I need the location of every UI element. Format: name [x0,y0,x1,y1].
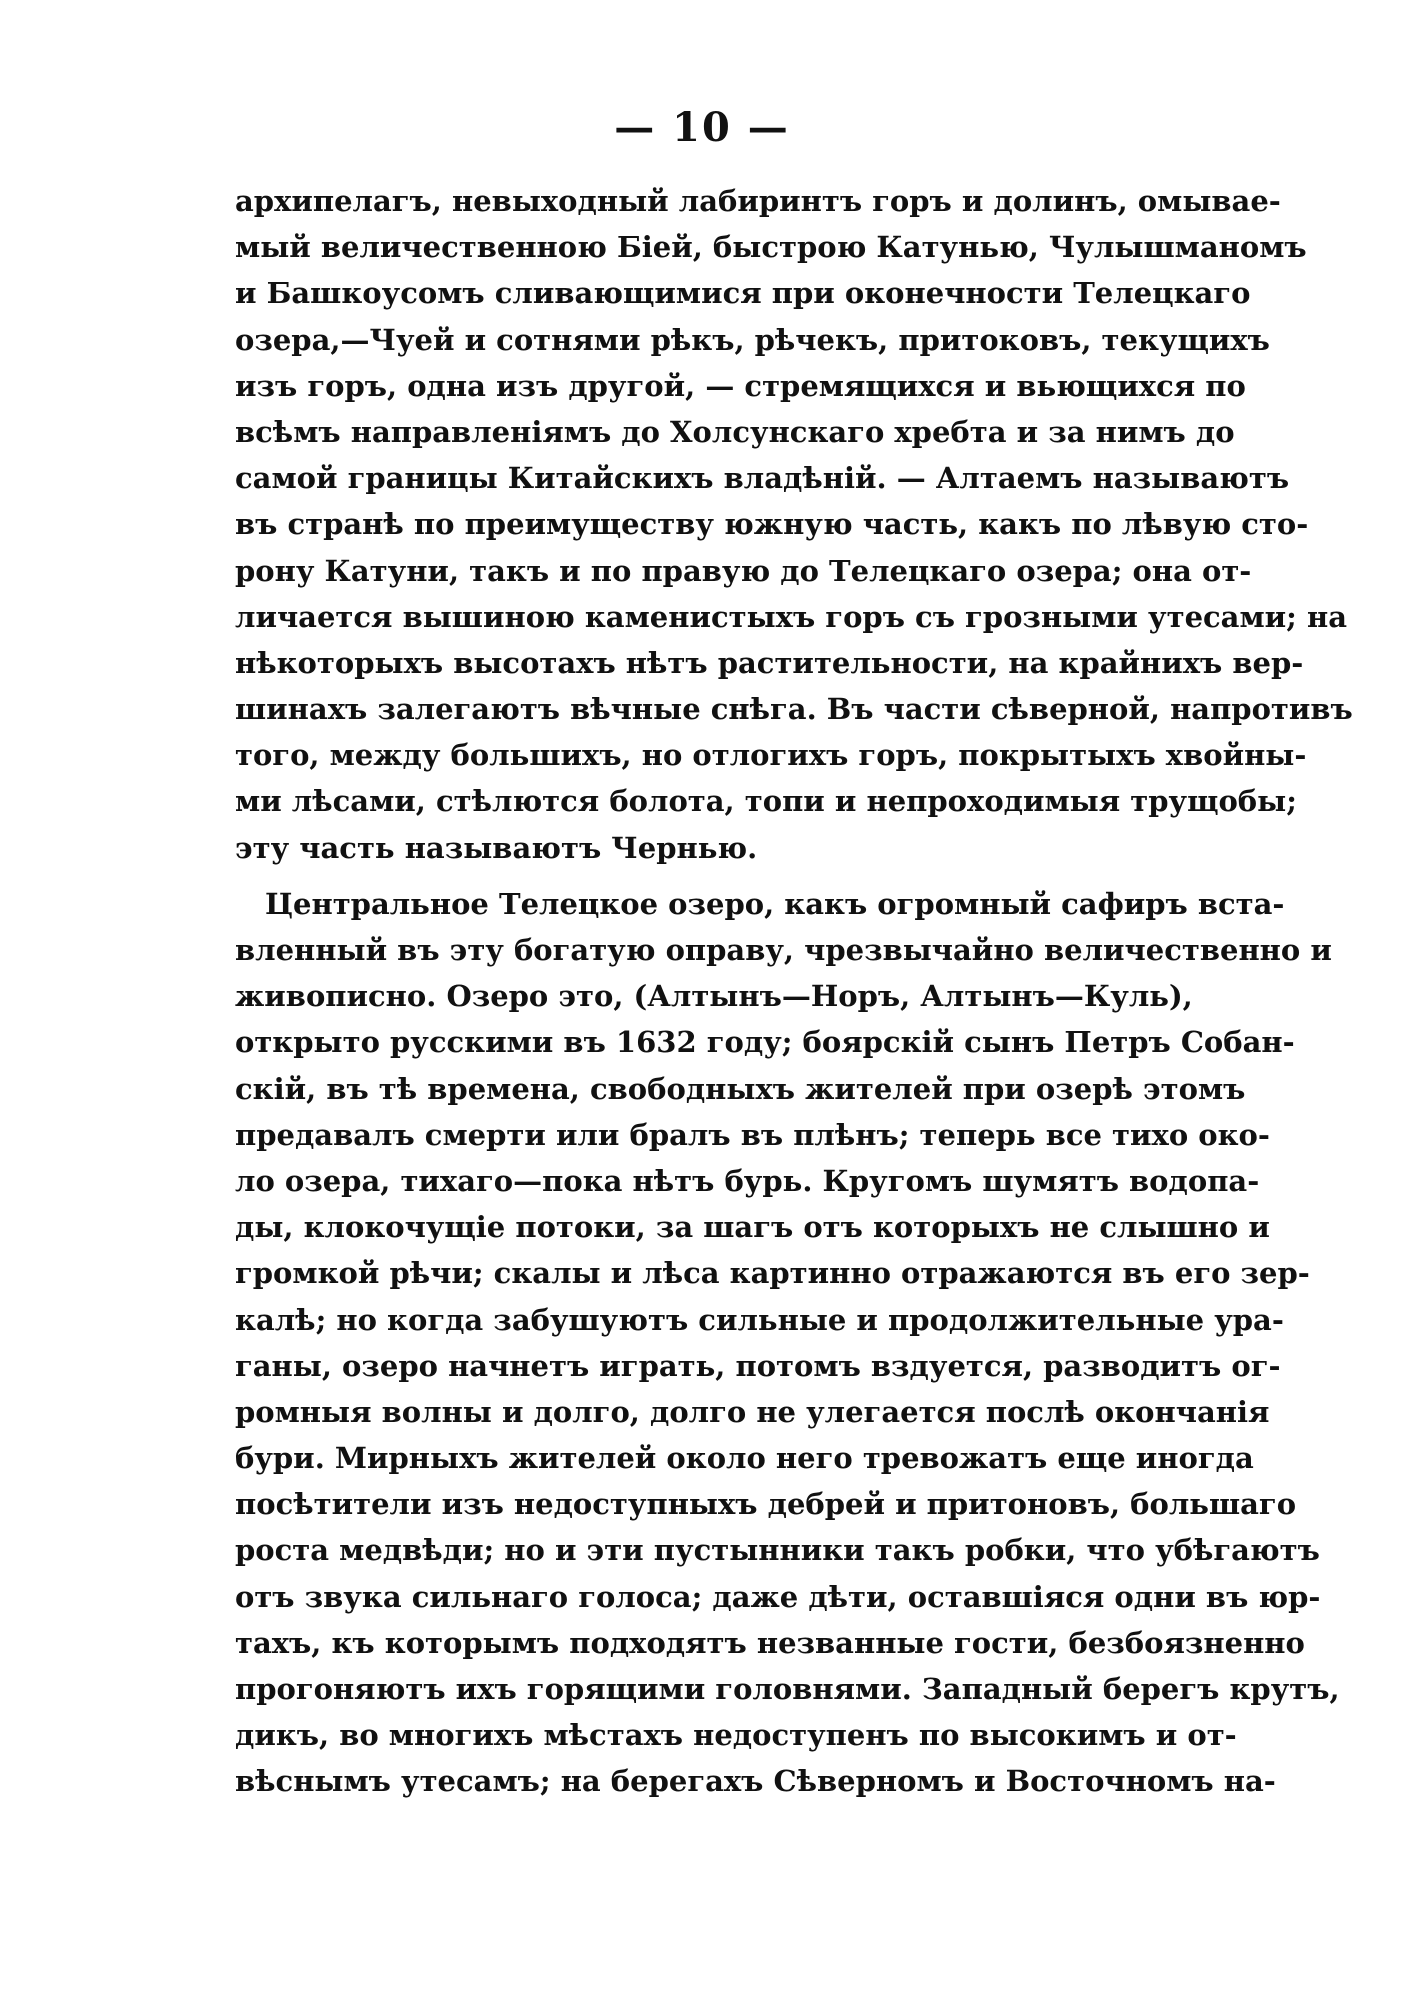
text-line: всѣмъ направленіямъ до Холсунскаго хребта и за нимъ до [235,414,1235,449]
text-line: калѣ; но когда забушуютъ сильные и продолжительные ура- [235,1302,1284,1337]
text-line: архипелагъ, невыходный лабиринтъ горъ и долинъ, омывае- [235,184,1281,218]
text-line: открыто русскими въ 1632 году; боярскій сынъ Петръ Собан- [235,1025,1295,1060]
text-line: ганы, озеро начнетъ играть, потомъ вздуется, разводитъ ог- [235,1348,1281,1383]
text-line: скій, въ тѣ времена, свободныхъ жителей при озерѣ этомъ [235,1071,1246,1106]
text-line: прогоняютъ ихъ горящими головнями. Западный берегъ крутъ, [235,1672,1340,1706]
paragraph-gap [235,871,1190,881]
text-line: ромныя волны и долго, долго не улегается послѣ окончанія [235,1394,1270,1429]
text-line: дикъ, во многихъ мѣстахъ недоступенъ по высокимъ и от- [235,1718,1237,1753]
text-line: озера,—Чуей и сотнями рѣкъ, рѣчекъ, притоковъ, текущихъ [235,322,1270,357]
text-line: ло озера, тихаго—пока нѣтъ бурь. Кругомъ шумятъ водопа- [235,1163,1260,1198]
text-line: Центральное Телецкое озеро, какъ огромный сафиръ вста- [265,886,1285,921]
text-line: личается вышиною каменистыхъ горъ съ грозными утесами; на [235,599,1347,634]
text-line: мый величественною Біей, быстрою Катунью, Чулышманомъ [235,230,1307,265]
text-line: шинахъ залегаютъ вѣчные снѣга. Въ части сѣверной, напротивъ [235,692,1353,727]
page-number: — 10 — [614,104,790,151]
text-line: изъ горъ, одна изъ другой, — стремящихся и вьющихся по [235,368,1246,403]
text-line: вѣснымъ утесамъ; на берегахъ Сѣверномъ и Восточномъ на- [235,1764,1276,1799]
body-text [235,178,1353,1805]
text-line: живописно. Озеро это, (Алтынъ—Норъ, Алтынъ—Куль), [235,979,1193,1014]
text-line: того, между большихъ, но отлогихъ горъ, покрытыхъ хвойны- [235,738,1307,773]
text-line: вленный въ эту богатую оправу, чрезвычайно величественно и [235,933,1332,967]
text-line: ми лѣсами, стѣлются болота, топи и непроходимыя трущобы; [235,784,1297,819]
text-line: рону Катуни, такъ и по правую до Телецкаго озера; она от- [235,553,1252,588]
text-line: бури. Мирныхъ жителей около него тревожатъ еще иногда [235,1441,1254,1476]
text-line: и Башкоусомъ сливающимися при оконечности Телецкаго [235,276,1251,311]
text-line: тахъ, къ которымъ подходятъ незванные гости, безбоязненно [235,1625,1305,1660]
text-line: громкой рѣчи; скалы и лѣса картинно отражаются въ его зер- [235,1256,1310,1291]
text-line: самой границы Китайскихъ владѣній. — Алтаемъ называютъ [235,461,1290,496]
text-line: предавалъ смерти или бралъ въ плѣнъ; теперь все тихо око- [235,1117,1270,1152]
paragraph-1 [235,178,1353,871]
text-line: ды, клокочущіе потоки, за шагъ отъ которыхъ не слышно и [235,1210,1270,1245]
paragraph-2 [235,881,1340,1805]
text-line: эту часть называютъ Чернью. [235,830,758,865]
text-line: роста медвѣди; но и эти пустынники такъ робки, что убѣгаютъ [235,1533,1320,1568]
text-line: отъ звука сильнаго голоса; даже дѣти, оставшіяся одни въ юр- [235,1579,1321,1614]
text-line: посѣтители изъ недоступныхъ дебрей и притоновъ, большаго [235,1487,1297,1522]
text-line: нѣкоторыхъ высотахъ нѣтъ растительности, на крайнихъ вер- [235,645,1304,680]
text-line: въ странѣ по преимуществу южную часть, какъ по лѣвую сто- [235,507,1309,542]
